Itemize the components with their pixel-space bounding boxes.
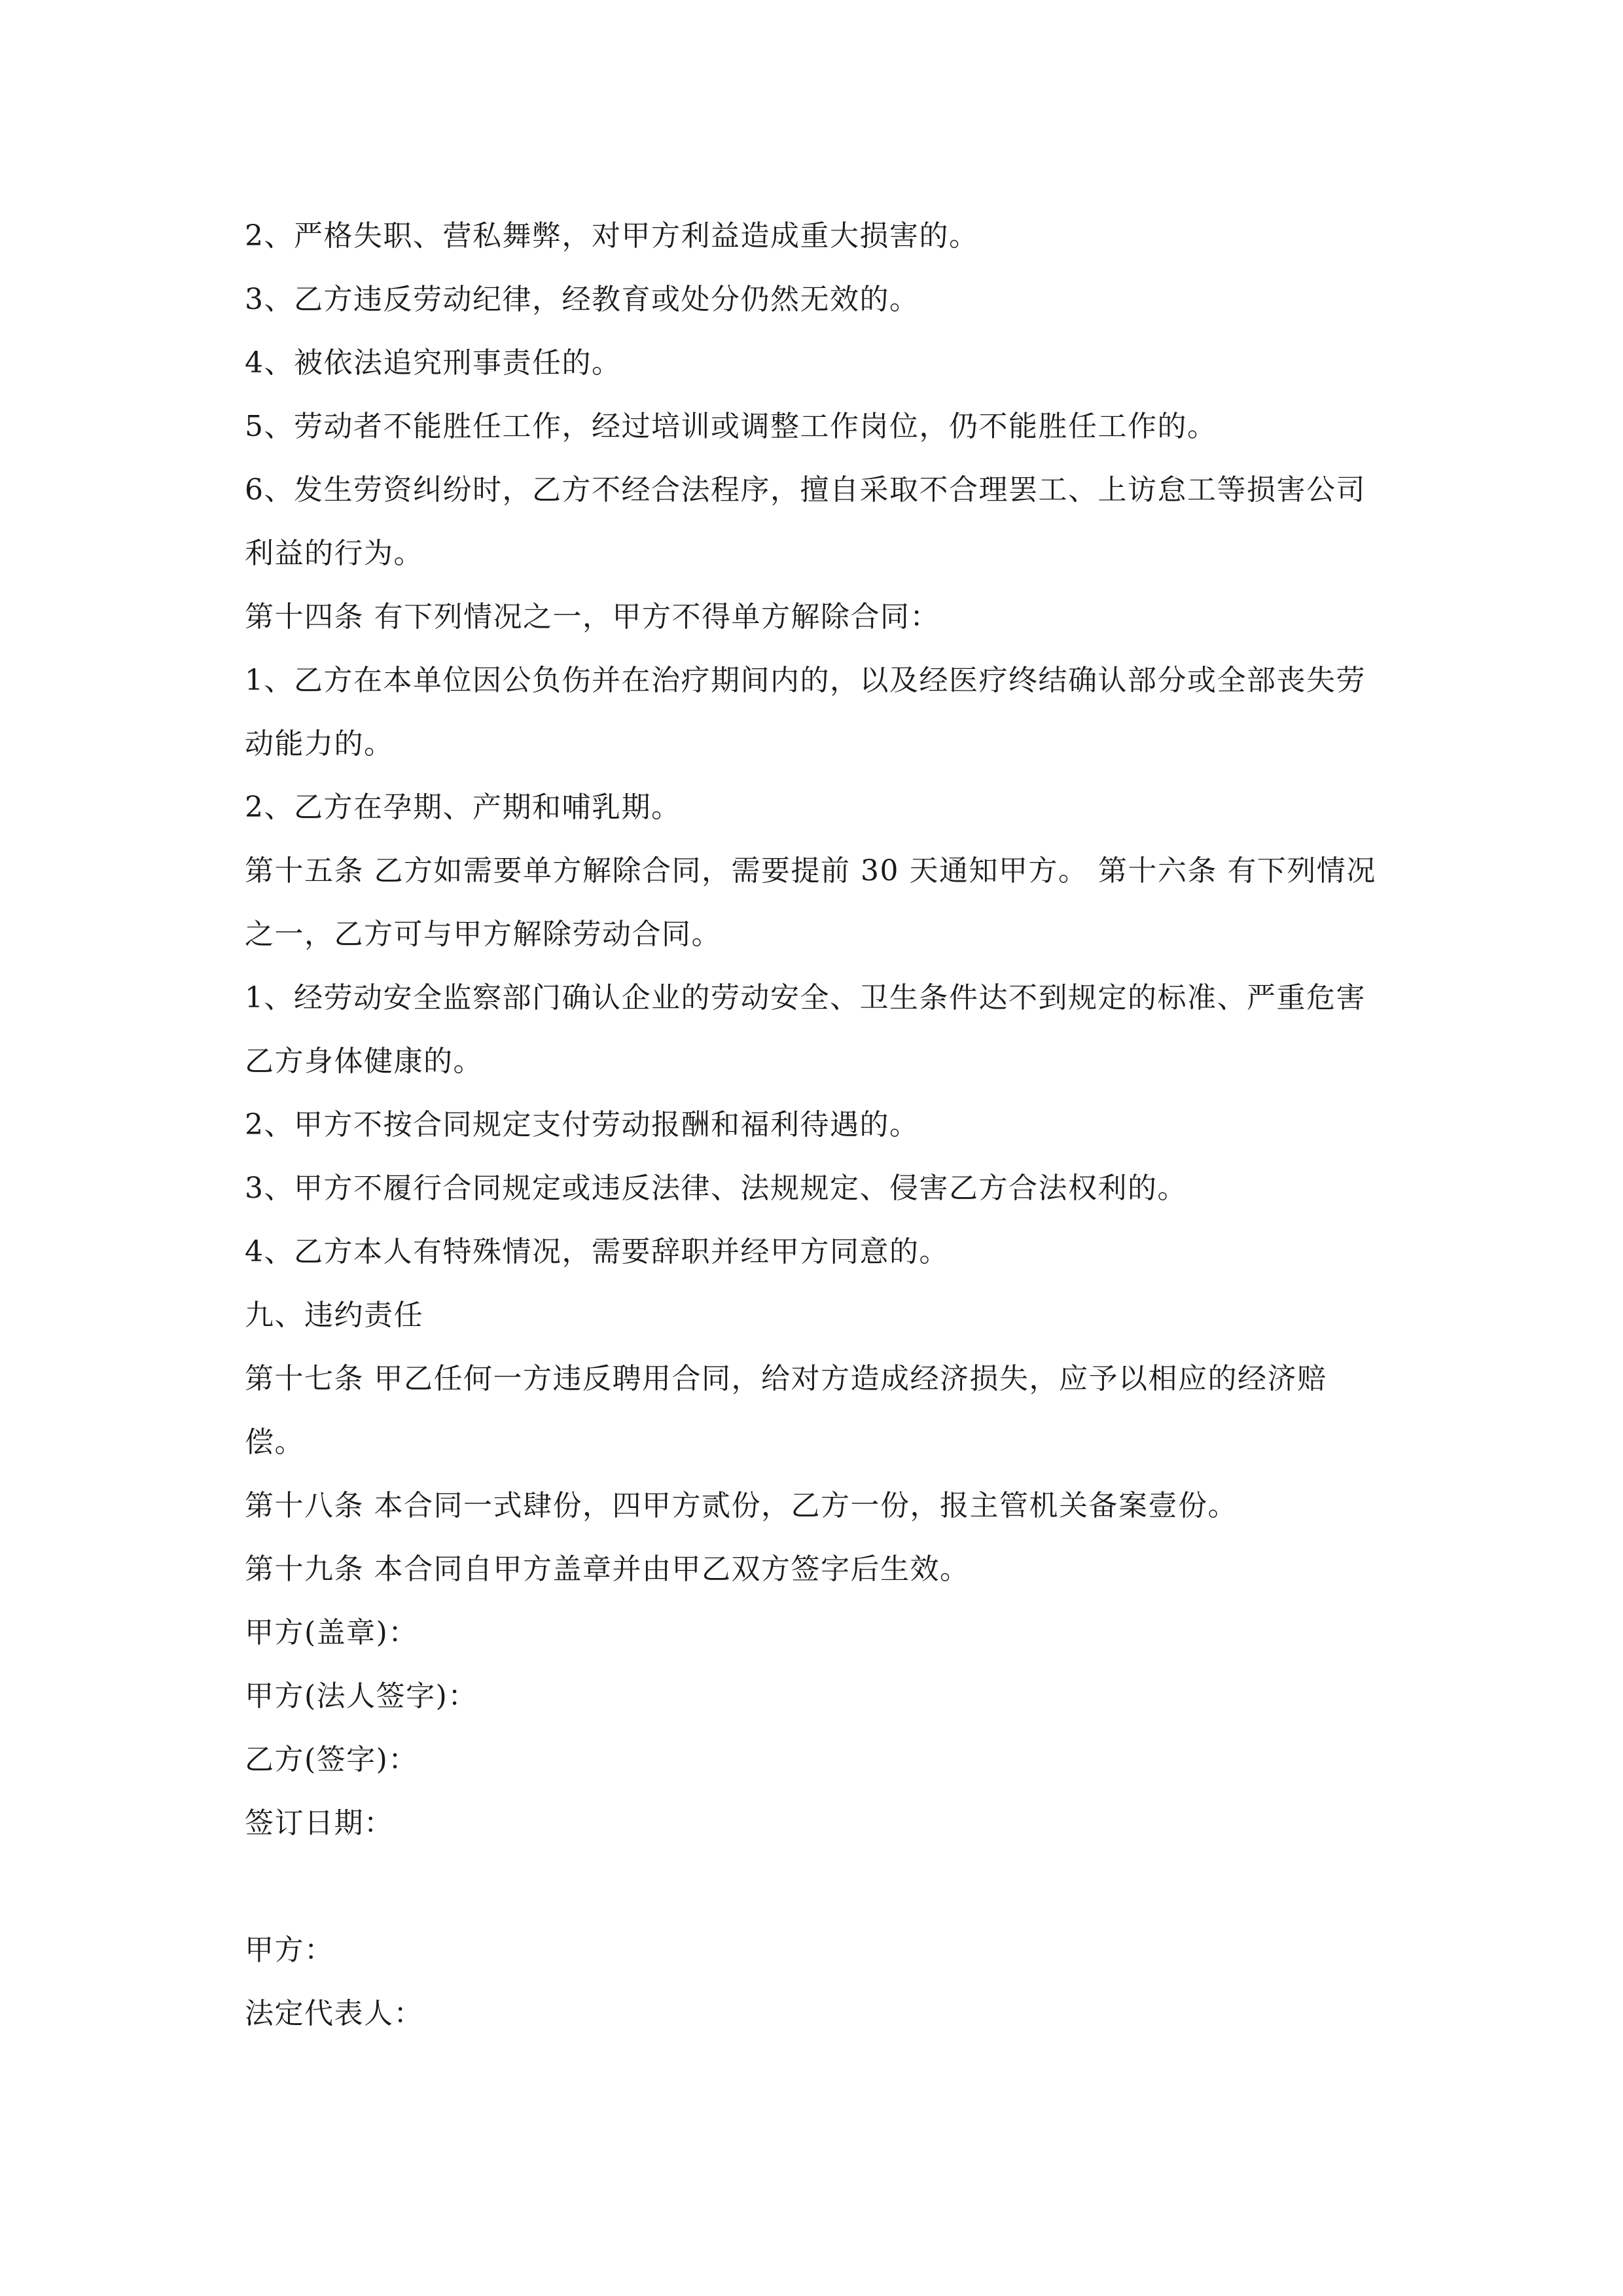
section-9-heading: 九、违约责任 xyxy=(245,1299,423,1332)
contract-text xyxy=(245,204,1383,2045)
article-16-item-4: 4、乙方本人有特殊情况，需要辞职并经甲方同意的。 xyxy=(245,1235,949,1268)
article-16-item-2: 2、甲方不按合同规定支付劳动报酬和福利待遇的。 xyxy=(245,1108,919,1141)
clause-2-gross-negligence: 2、严格失职、营私舞弊，对甲方利益造成重大损害的。 xyxy=(245,219,979,253)
clause-4-criminal-liability: 4、被依法追究刑事责任的。 xyxy=(245,346,622,380)
party-a-legal-signature-line: 甲方(法人签字)： xyxy=(245,1679,478,1713)
article-16-item-1: 1、经劳动安全监察部门确认企业的劳动安全、卫生条件达不到规定的标准、严重危害乙方身体健康的。 xyxy=(245,981,1366,1078)
legal-representative-label: 法定代表人： xyxy=(245,1997,423,2030)
clause-3-discipline-violation: 3、乙方违反劳动纪律，经教育或处分仍然无效的。 xyxy=(245,283,919,316)
article-14-item-2: 2、乙方在孕期、产期和哺乳期。 xyxy=(245,791,681,824)
party-a-label: 甲方： xyxy=(245,1933,334,1967)
clause-5-incompetence: 5、劳动者不能胜任工作，经过培训或调整工作岗位，仍不能胜任工作的。 xyxy=(245,410,1217,443)
article-16-item-3: 3、甲方不履行合同规定或违反法律、法规规定、侵害乙方合法权利的。 xyxy=(245,1172,1187,1205)
article-14-item-1: 1、乙方在本单位因公负伤并在治疗期间内的，以及经医疗终结确认部分或全部丧失劳动能力的。 xyxy=(245,664,1366,761)
article-14-heading: 第十四条 有下列情况之一，甲方不得单方解除合同： xyxy=(245,600,940,634)
clause-6-labor-dispute: 6、发生劳资纠纷时，乙方不经合法程序，擅自采取不合理罢工、上访怠工等损害公司利益的行为。 xyxy=(245,473,1366,570)
article-19: 第十九条 本合同自甲方盖章并由甲乙双方签字后生效。 xyxy=(245,1552,970,1586)
party-a-seal-line: 甲方(盖章)： xyxy=(245,1616,418,1649)
signing-date-line: 签订日期： xyxy=(245,1806,394,1840)
blank-line xyxy=(245,1855,1383,1918)
article-18: 第十八条 本合同一式肆份，四甲方贰份，乙方一份，报主管机关备案壹份。 xyxy=(245,1489,1238,1522)
article-17: 第十七条 甲乙任何一方违反聘用合同，给对方造成经济损失，应予以相应的经济赔偿。 xyxy=(245,1362,1327,1459)
article-15-16: 第十五条 乙方如需要单方解除合同，需要提前 30 天通知甲方。 第十六条 有下列情况之一，乙方可与甲方解除劳动合同。 xyxy=(245,854,1376,951)
party-b-signature-line: 乙方(签字)： xyxy=(245,1743,418,1776)
